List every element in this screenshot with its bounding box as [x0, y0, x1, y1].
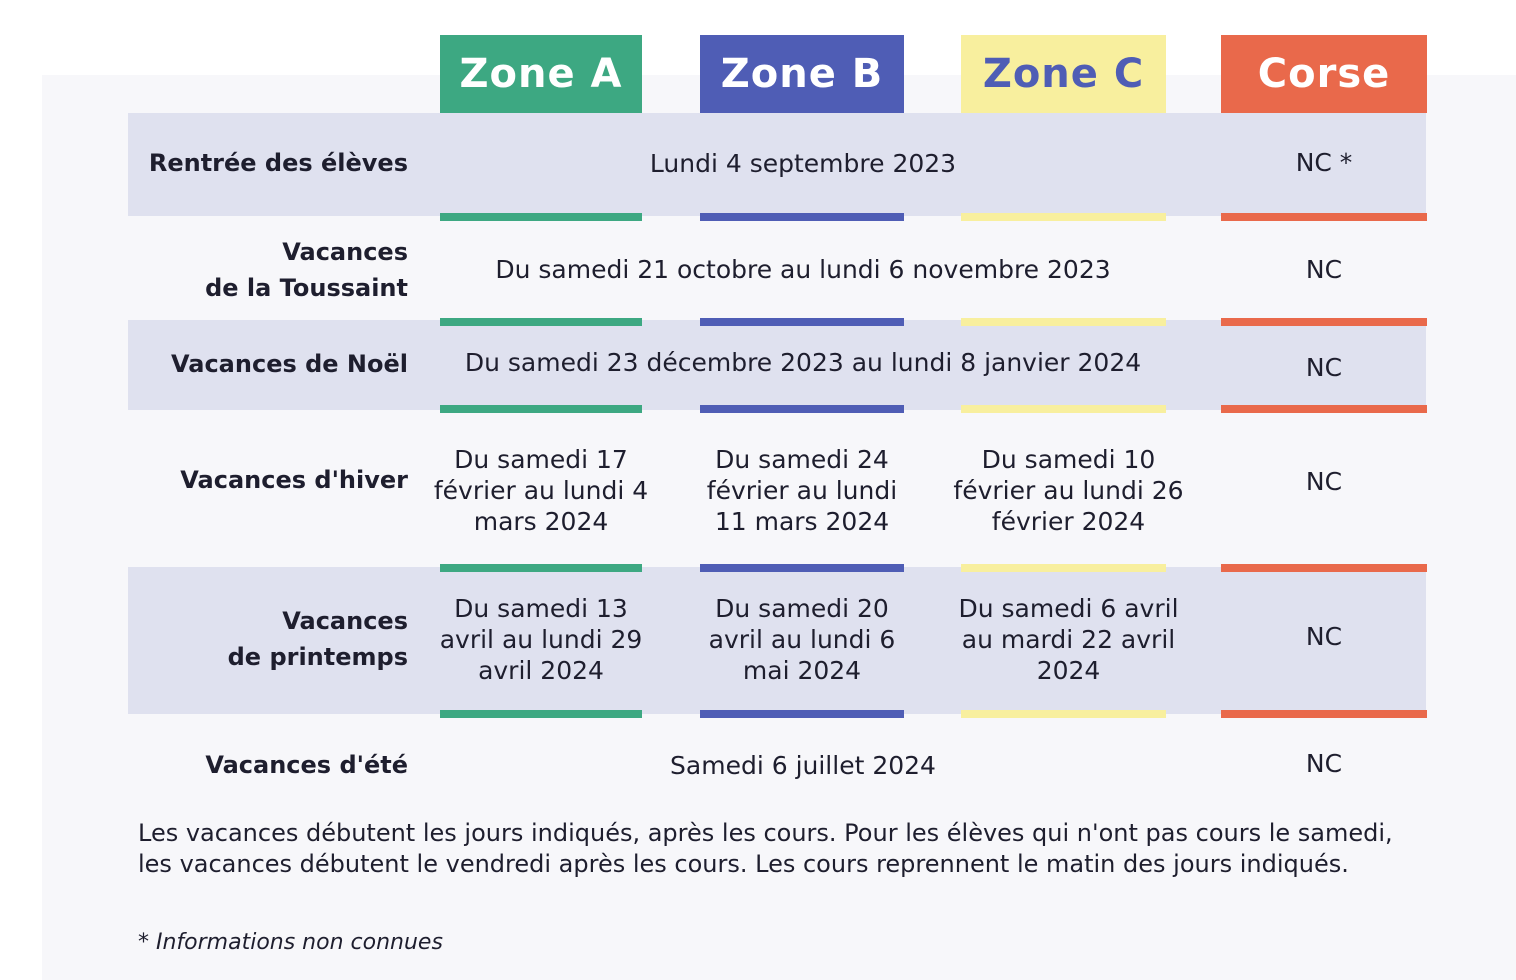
separator-zone-a — [440, 318, 642, 326]
row-label-ete: Vacances d'été — [205, 751, 408, 779]
row-label-hiver: Vacances d'hiver — [180, 466, 408, 494]
header-zone-b: Zone B — [700, 35, 904, 113]
row-label-toussaint-line1: Vacances — [282, 237, 408, 266]
date-line: 26 février 2024 — [991, 475, 1184, 536]
hiver-corse: NC — [1305, 467, 1343, 496]
separator-corse — [1221, 710, 1427, 718]
separator-zone-c — [961, 213, 1166, 221]
noel-all-zones: Du samedi 23 décembre 2023 au lundi 8 janvier 2024 — [464, 347, 1142, 377]
printemps-corse: NC — [1305, 621, 1343, 651]
header-zone-c: Zone C — [961, 35, 1166, 113]
date-line: 4 mars 2024 — [473, 475, 649, 536]
schedule-note: Les vacances débutent les jours indiqués, après les cours. Pour les élèves qui n'ont pas cours le samedi, les vacances débutent le vendredi après les cours. Les cours reprennent le matin des jours indiqués. — [138, 819, 1393, 878]
separator-zone-a — [440, 710, 642, 718]
date-line: au lundi — [501, 624, 603, 654]
separator-zone-c — [961, 710, 1166, 718]
date-line: Du samedi — [715, 444, 850, 474]
ete-corse: NC — [1305, 748, 1343, 778]
separator-corse — [1221, 318, 1427, 326]
separator-zone-b — [700, 710, 904, 718]
separator-corse — [1221, 564, 1427, 572]
date-line: au mardi — [961, 624, 1074, 654]
date-line: 6 avril — [1100, 593, 1179, 623]
separator-zone-a — [440, 213, 642, 221]
footnote: * Informations non connues — [138, 930, 443, 955]
row-label-toussaint — [128, 221, 408, 318]
separator-zone-c — [961, 564, 1166, 572]
separator-zone-b — [700, 564, 904, 572]
row-label-noel: Vacances de Noël — [171, 350, 408, 378]
date-line: au lundi — [523, 475, 625, 505]
rentree-corse: NC * — [1295, 147, 1353, 177]
date-line: 13 avril — [439, 593, 628, 654]
date-line: 11 mars 2024 — [714, 506, 890, 536]
row-label-printemps-line2: de printemps — [227, 643, 408, 671]
date-line: au lundi — [796, 475, 898, 505]
date-line: Du samedi — [981, 444, 1116, 474]
date-line: Du samedi — [454, 593, 589, 623]
toussaint-corse: NC — [1305, 255, 1343, 284]
separator-zone-b — [700, 405, 904, 413]
hiver-zone-c — [946, 420, 1191, 560]
row-label-rentree: Rentrée des élèves — [148, 149, 408, 177]
ete-all-zones: Samedi 6 juillet 2024 — [670, 750, 936, 780]
printemps-zone-c — [946, 575, 1191, 703]
row-label-printemps — [128, 575, 408, 703]
printemps-zone-a — [430, 575, 652, 703]
date-line: Du samedi — [958, 593, 1093, 623]
date-line: au lundi — [770, 624, 872, 654]
date-line: 6 mai 2024 — [742, 624, 896, 685]
date-line: 24 février — [706, 444, 889, 505]
date-line: Du samedi — [715, 593, 850, 623]
date-line: Du samedi — [454, 444, 589, 474]
separator-zone-c — [961, 318, 1166, 326]
separator-zone-a — [440, 564, 642, 572]
separator-zone-b — [700, 213, 904, 221]
hiver-zone-b — [690, 420, 914, 560]
header-corse: Corse — [1221, 35, 1427, 113]
separator-zone-b — [700, 318, 904, 326]
separator-zone-c — [961, 405, 1166, 413]
row-label-printemps-line1: Vacances — [282, 607, 408, 635]
date-line: 10 février — [953, 444, 1156, 505]
date-line: 17 février — [433, 444, 628, 505]
hiver-zone-a — [430, 420, 652, 560]
separator-corse — [1221, 213, 1427, 221]
row-label-toussaint-line2: de la Toussaint — [205, 273, 408, 302]
rentree-all-zones: Lundi 4 septembre 2023 — [649, 148, 957, 178]
separator-zone-a — [440, 405, 642, 413]
date-line: 20 avril — [708, 593, 889, 654]
date-line: 22 avril 2024 — [1036, 624, 1176, 685]
printemps-zone-b — [690, 575, 914, 703]
date-line: au lundi — [1043, 475, 1144, 505]
noel-corse: NC — [1305, 352, 1343, 382]
toussaint-all-zones: Du samedi 21 octobre au lundi 6 novembre 2023 — [495, 255, 1111, 284]
header-zone-a: Zone A — [440, 35, 642, 113]
date-line: 29 avril 2024 — [478, 624, 643, 685]
